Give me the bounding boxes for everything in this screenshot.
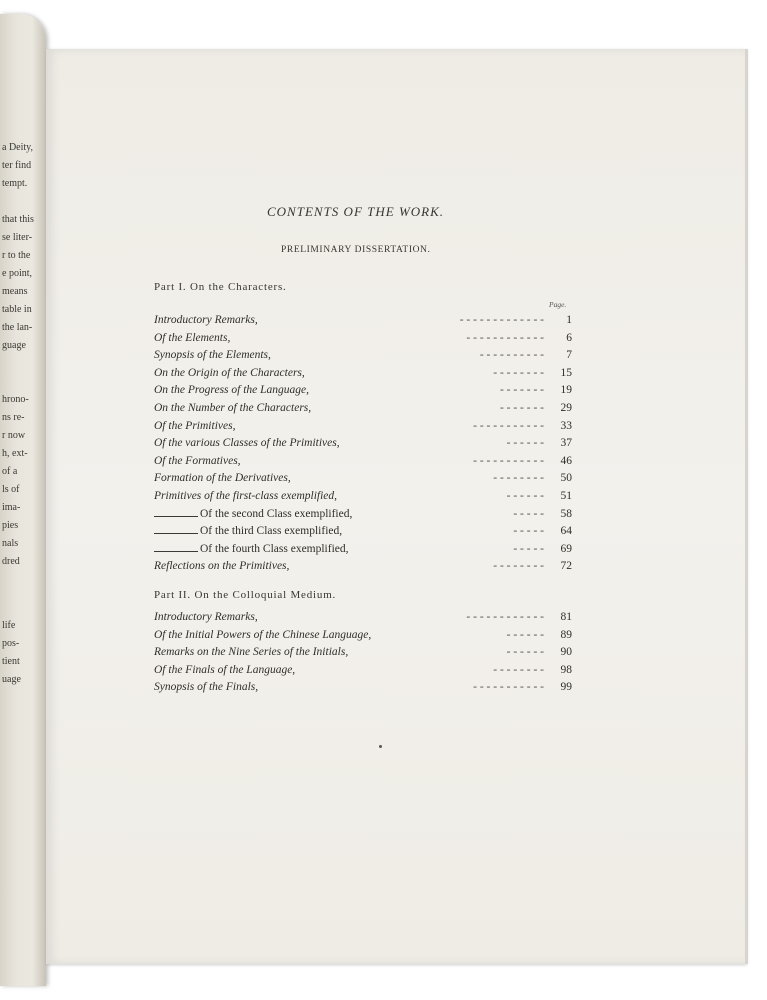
toc-leader: - - - - - [513, 507, 544, 520]
toc-entry-title: Synopsis of the Finals, [154, 681, 259, 694]
toc-leader: - - - - - - - - [493, 472, 544, 485]
left-page-text-fragment: h, ext- [2, 448, 28, 459]
book-page [46, 49, 746, 964]
left-page-text-fragment: pies [2, 520, 19, 531]
left-page-text-fragment: se liter- [2, 232, 33, 243]
toc-entry-title: Formation of the Derivatives, [154, 472, 291, 485]
toc-entry [154, 472, 574, 488]
toc-leader: - - - - - - - - - - - [473, 681, 544, 694]
left-page-text-fragment: uage [2, 674, 21, 685]
toc-leader: - - - - - - - - - - - - [466, 331, 544, 344]
toc-entry-title: On the Progress of the Language, [154, 384, 310, 397]
left-page-text-fragment: of a [2, 466, 18, 477]
page-column-label: Page. [549, 300, 567, 309]
part2-heading: Part II. On the Colloquial Medium. [154, 589, 337, 601]
toc-entry [154, 560, 574, 576]
toc-leader: - - - - - - - - - - [479, 349, 544, 362]
left-page-text-fragment: r now [2, 430, 26, 441]
left-page-text-fragment: guage [2, 340, 26, 351]
toc-leader: - - - - - - - - [493, 366, 544, 379]
toc-page-number: 15 [560, 366, 572, 379]
toc-page-number: 46 [560, 454, 572, 467]
toc-entry-title: Of the fourth Class exemplified, [200, 542, 349, 555]
toc-page-number: 7 [566, 349, 572, 362]
toc-leader: - - - - - - - - - - - [473, 419, 544, 432]
toc-entry [154, 664, 574, 680]
left-page-text-fragment: e point, [2, 268, 32, 279]
toc-leader: - - - - - - - - - - - [473, 454, 544, 467]
toc-entry-title: Reflections on the Primitives, [154, 560, 290, 573]
toc-entry-title: Introductory Remarks, [154, 611, 258, 623]
toc-page-number: 98 [560, 663, 572, 676]
toc-entry-title: Of the second Class exemplified, [200, 507, 353, 520]
toc-entry [154, 402, 574, 418]
toc-leader: - - - - - - [506, 646, 544, 659]
toc-entry [154, 681, 574, 697]
toc-leader: - - - - - - - - [493, 663, 544, 676]
section-subtitle: PRELIMINARY DISSERTATION. [281, 245, 431, 255]
toc-leader: - - - - - - - - [493, 560, 544, 573]
toc-entry [154, 455, 574, 471]
toc-page-number: 50 [560, 472, 572, 485]
left-page-text-fragment: nals [2, 538, 19, 549]
left-page-text-fragment: r to the [2, 250, 31, 261]
left-page-text-fragment: hrono- [2, 394, 29, 405]
toc-entry [154, 384, 574, 400]
left-page-text-fragment: pos- [2, 638, 20, 649]
toc-leader: - - - - - - [506, 490, 544, 502]
toc-page-number: 37 [560, 437, 572, 450]
toc-entry [154, 611, 574, 627]
left-page-text-fragment: ter find [2, 160, 32, 171]
left-page-text-fragment: a Deity, [2, 142, 34, 153]
ditto-rule [154, 551, 198, 552]
toc-leader: - - - - - [513, 542, 544, 555]
contents-title: CONTENTS OF THE WORK. [267, 204, 445, 219]
toc-entry [154, 543, 574, 559]
toc-page-number: 89 [560, 628, 572, 641]
toc-page-number: 19 [560, 384, 572, 397]
toc-entry-title: Primitives of the first-class exemplified, [154, 490, 338, 502]
toc-entry [154, 490, 574, 506]
toc-entry [154, 508, 574, 524]
toc-entry-title: Of the third Class exemplified, [200, 525, 343, 538]
toc-leader: - - - - - - [506, 628, 544, 641]
left-page-text-fragment: tient [2, 656, 20, 667]
toc-page-number: 72 [560, 560, 572, 573]
toc-entry [154, 332, 574, 348]
toc-entry-title: On the Origin of the Characters, [154, 366, 305, 379]
toc-page-number: 6 [566, 331, 572, 344]
toc-page-number: 81 [560, 611, 572, 623]
toc-page-number: 33 [560, 419, 572, 432]
toc-page-number: 51 [560, 490, 572, 502]
toc-entry [154, 367, 574, 383]
left-page-text-fragment: tempt. [2, 178, 28, 189]
toc-page-number: 90 [560, 646, 572, 659]
left-page-text-fragment: dred [2, 556, 20, 567]
toc-entry [154, 646, 574, 662]
toc-page-number: 64 [560, 525, 572, 538]
toc-leader: - - - - - - - - - - - - - [459, 314, 544, 326]
toc-leader: - - - - - - - - - - - - [466, 611, 544, 623]
page-edge [745, 49, 748, 964]
toc-entry-title: Of the various Classes of the Primitives, [154, 437, 340, 450]
part1-heading: Part I. On the Characters. [154, 281, 287, 293]
left-page-text-fragment: ima- [2, 502, 21, 513]
toc-leader: - - - - - [513, 525, 544, 538]
left-page-text-fragment: ns re- [2, 412, 25, 423]
toc-entry-title: Synopsis of the Elements, [154, 349, 271, 362]
facing-page-left [0, 14, 46, 986]
toc-entry [154, 349, 574, 365]
toc-entry-title: Of the Primitives, [154, 419, 236, 432]
toc-page-number: 1 [566, 314, 572, 326]
left-page-text-fragment: ls of [2, 484, 20, 495]
toc-page-number: 58 [560, 507, 572, 520]
toc-entry-title: Remarks on the Nine Series of the Initials, [154, 646, 349, 659]
left-page-text-fragment: table in [2, 304, 32, 315]
toc-page-number: 29 [560, 402, 572, 414]
left-page-text-fragment: means [2, 286, 28, 297]
page-speck [379, 745, 382, 748]
toc-leader: - - - - - - - [499, 384, 544, 397]
left-page-text-fragment: the lan- [2, 322, 33, 333]
toc-leader: - - - - - - [506, 437, 544, 450]
toc-entry [154, 420, 574, 436]
toc-leader: - - - - - - - [499, 402, 544, 414]
toc-entry-title: Of the Finals of the Language, [154, 663, 296, 676]
toc-page-number: 69 [560, 542, 572, 555]
toc-entry-title: Of the Elements, [154, 331, 231, 344]
toc-entry [154, 525, 574, 541]
toc-entry-title: Of the Initial Powers of the Chinese Language, [154, 628, 372, 641]
toc-page-number: 99 [560, 681, 572, 694]
ditto-rule [154, 533, 198, 534]
left-page-text-fragment: that this [2, 214, 34, 225]
toc-entry [154, 629, 574, 645]
ditto-rule [154, 516, 198, 517]
toc-entry [154, 314, 574, 330]
left-page-text-fragment: life [2, 620, 16, 631]
toc-entry-title: On the Number of the Characters, [154, 402, 312, 414]
toc-entry-title: Introductory Remarks, [154, 314, 258, 326]
toc-entry-title: Of the Formatives, [154, 454, 241, 467]
toc-entry [154, 437, 574, 453]
